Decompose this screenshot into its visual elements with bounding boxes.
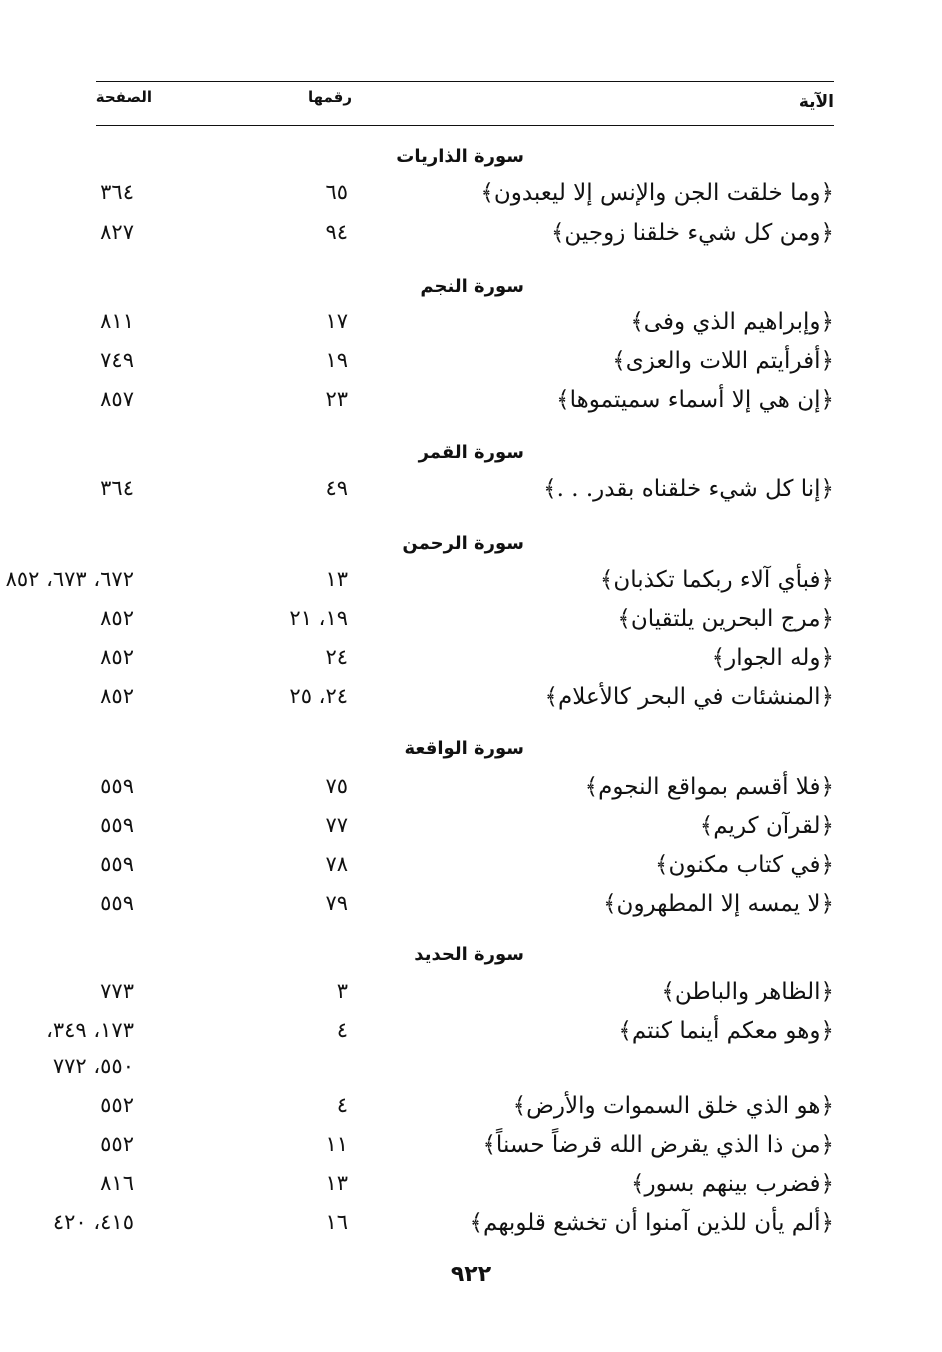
ayah-text: ﴿في كتاب مكنون﴾ [654, 852, 834, 878]
page-reference: ١٧٣، ٣٤٩، [46, 1018, 134, 1042]
header-bottom-rule [96, 125, 834, 126]
page-reference: ٥٥٩ [100, 774, 134, 798]
ayah-number: ١٩ [325, 348, 348, 372]
header-top-rule [96, 81, 834, 82]
page-reference: ٧٧٣ [100, 979, 134, 1003]
page-reference: ٥٥٩ [100, 813, 134, 837]
ayah-text: ﴿إنا كل شيء خلقناه بقدر. . .﴾ [543, 476, 834, 502]
page-reference: ٤١٥، ٤٢٠ [52, 1210, 134, 1234]
page-reference: ٥٥٩ [100, 891, 134, 915]
ayah-number: ٩٤ [325, 220, 348, 244]
index-row [0, 1018, 942, 1056]
page-number: ٩٢٢ [450, 1262, 492, 1287]
page-reference: ٥٥٢ [100, 1093, 134, 1117]
index-row [0, 348, 942, 386]
ayah-text: ﴿وما خلقت الجن والإنس إلا ليعبدون﴾ [480, 180, 834, 206]
page-reference: ٨٢٧ [100, 220, 134, 244]
ayah-number: ٧٧ [325, 813, 348, 837]
ayah-number: ١١ [325, 1132, 348, 1156]
page-reference-continued: ٥٥٠، ٧٧٢ [52, 1054, 134, 1078]
ayah-number: ١٣ [325, 1171, 348, 1195]
index-row [0, 684, 942, 722]
ayah-text: ﴿ومن كل شيء خلقنا زوجين﴾ [550, 220, 834, 246]
index-row [0, 979, 942, 1017]
ayah-text: ﴿من ذا الذي يقرض الله قرضاً حسناً﴾ [482, 1132, 834, 1158]
index-row [0, 567, 942, 605]
page-reference: ٦٧٢، ٦٧٣، ٨٥٢ [5, 567, 134, 591]
column-header-page: الصفحة [95, 88, 152, 106]
ayah-text: ﴿فبأي آلاء ربكما تكذبان﴾ [599, 567, 834, 593]
ayah-number: ٤ [336, 1018, 348, 1042]
index-row [0, 1093, 942, 1131]
ayah-number: ٤ [336, 1093, 348, 1117]
page-reference: ٥٥٩ [100, 852, 134, 876]
index-row [0, 1171, 942, 1209]
surah-title: سورة الواقعة [404, 738, 524, 759]
ayah-number: ٧٨ [325, 852, 348, 876]
page-reference: ٧٤٩ [100, 348, 134, 372]
index-row [0, 645, 942, 683]
index-row [0, 606, 942, 644]
surah-title: سورة الحديد [414, 944, 524, 965]
ayah-text: ﴿مرج البحرين يلتقيان﴾ [617, 606, 834, 632]
index-row [0, 813, 942, 851]
ayah-text: ﴿الظاهر والباطن﴾ [661, 979, 834, 1005]
ayah-number: ٤٩ [325, 476, 348, 500]
index-row [0, 387, 942, 425]
ayah-text: ﴿لا يمسه إلا المطهرون﴾ [603, 891, 834, 917]
ayah-text: ﴿وله الجوار﴾ [711, 645, 834, 671]
ayah-number: ٢٤، ٢٥ [289, 684, 348, 708]
index-row [0, 852, 942, 890]
ayah-text: ﴿وهو معكم أينما كنتم﴾ [618, 1018, 834, 1044]
surah-title: سورة الرحمن [402, 533, 524, 554]
page-reference: ٨٥٢ [100, 684, 134, 708]
column-header-number: رقمها [307, 88, 352, 106]
index-row [0, 180, 942, 218]
index-row [0, 476, 942, 514]
ayah-number: ٧٥ [325, 774, 348, 798]
ayah-text: ﴿المنشئات في البحر كالأعلام﴾ [544, 684, 834, 710]
index-row [0, 1132, 942, 1170]
ayah-text: ﴿هو الذي خلق السموات والأرض﴾ [512, 1093, 834, 1119]
ayah-text: ﴿أفرأيتم اللات والعزى﴾ [612, 348, 834, 374]
ayah-number: ٢٣ [325, 387, 348, 411]
ayah-text: ﴿لقرآن كريم﴾ [699, 813, 834, 839]
ayah-text: ﴿فضرب بينهم بسور﴾ [631, 1171, 834, 1197]
page-reference: ٨١١ [100, 309, 134, 333]
ayah-number: ٧٩ [325, 891, 348, 915]
ayah-number: ١٩، ٢١ [289, 606, 348, 630]
page-reference: ٨٥٧ [100, 387, 134, 411]
index-row [0, 891, 942, 929]
ayah-number: ٣ [336, 979, 348, 1003]
page-reference: ٨٥٢ [100, 606, 134, 630]
index-row [0, 774, 942, 812]
ayah-text: ﴿إن هي إلا أسماء سميتموها﴾ [556, 387, 834, 413]
index-row [0, 220, 942, 258]
surah-title: سورة القمر [418, 442, 524, 463]
surah-title: سورة الذاريات [396, 146, 524, 167]
page-reference: ٨٥٢ [100, 645, 134, 669]
ayah-number: ١٦ [325, 1210, 348, 1234]
page-reference: ٥٥٢ [100, 1132, 134, 1156]
page-reference: ٣٦٤ [100, 476, 134, 500]
ayah-number: ٢٤ [325, 645, 348, 669]
index-row [0, 309, 942, 347]
ayah-number: ١٧ [325, 309, 348, 333]
index-row [0, 1210, 942, 1248]
page-reference: ٣٦٤ [100, 180, 134, 204]
ayah-text: ﴿فلا أقسم بمواقع النجوم﴾ [584, 774, 834, 800]
ayah-text: ﴿ألم يأن للذين آمنوا أن تخشع قلوبهم﴾ [469, 1210, 834, 1236]
page-reference: ٨١٦ [100, 1171, 134, 1195]
ayah-number: ٦٥ [325, 180, 348, 204]
surah-title: سورة النجم [420, 276, 524, 297]
ayah-text: ﴿وإبراهيم الذي وفى﴾ [630, 309, 834, 335]
ayah-number: ١٣ [325, 567, 348, 591]
column-header-ayah: الآية [798, 92, 834, 112]
